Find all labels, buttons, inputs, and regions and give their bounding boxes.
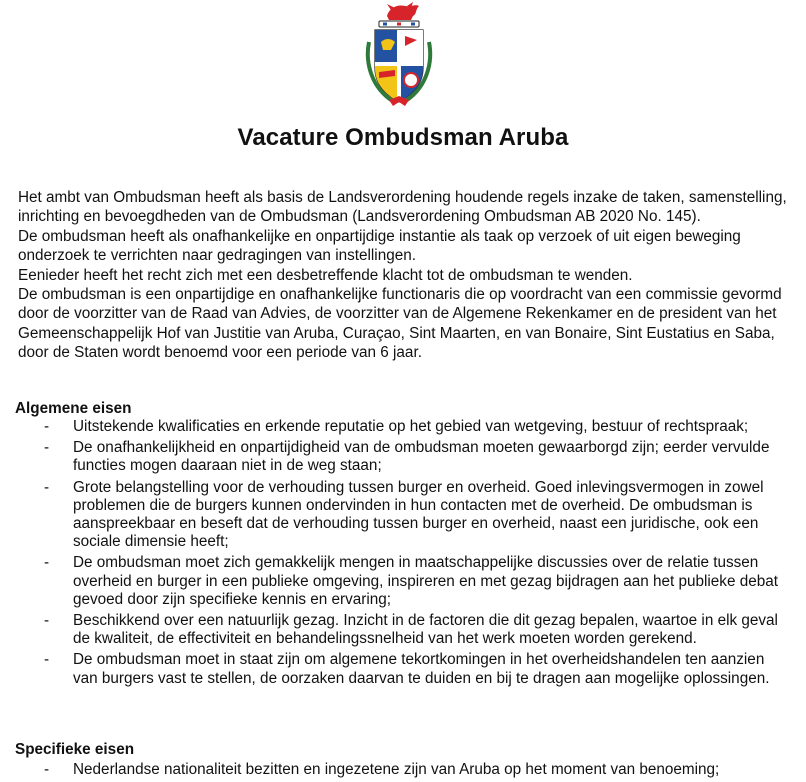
- bullet-dash: -: [44, 761, 50, 778]
- list-item: [0, 612, 806, 648]
- specific-requirements-heading: Specifieke eisen: [15, 741, 135, 758]
- list-item-text: Nederlandse nationaliteit bezitten en ingezetene zijn van Aruba op het moment van benoeming;: [73, 761, 720, 778]
- page-title: Vacature Ombudsman Aruba: [237, 124, 569, 151]
- intro-paragraph: De ombudsman is een onpartijdige en onafhankelijke functionaris die op voordracht van een commissie gevormd door de voorzitter van de Raad van Advies, de voorzitter van de Algemene Rekenkamer en de president van het Gemeenschappelijk Hof van Justitie van Aruba, Curaçao, Sint Maarten, en van Bonaire, Sint Eustatius en Saba, door de Staten wordt benoemd voor een periode van 6 jaar.: [18, 286, 782, 362]
- list-item: [0, 418, 806, 436]
- bullet-dash: -: [44, 478, 50, 496]
- list-item-text: Grote belangstelling voor de verhouding tussen burger en overheid. Goed inlevingsvermogen in zowel problemen die de burgers kunnen ondervinden in hun contacten met de overheid. De ombudsman is aanspreekbaar en beseft dat de verhouding tussen burger en overheid, naast een juridische, ook een sociale dimensie heeft;: [73, 478, 764, 551]
- intro-paragraph: Het ambt van Ombudsman heeft als basis de Landsverordening houdende regels inzake de taken, samenstelling, inrichting en bevoegdheden van de Ombudsman (Landsverordening Ombudsman AB 2020 No. 145).: [18, 189, 787, 226]
- bullet-dash: -: [44, 418, 50, 435]
- list-item: [0, 479, 806, 552]
- bullet-dash: -: [44, 554, 50, 572]
- bullet-dash: -: [44, 439, 50, 457]
- bullet-dash: -: [44, 612, 50, 630]
- general-requirements-heading: Algemene eisen: [15, 400, 132, 417]
- list-item-text: De ombudsman moet in staat zijn om algemene tekortkomingen in het overheidshandelen ten aanzien van burgers vast te stellen, de oorzaken daarvan te duiden en bij te dragen aan mogelijke oplossingen.: [73, 651, 770, 687]
- coat-of-arms-emblem: [361, 2, 437, 110]
- intro-paragraph: De ombudsman heeft als onafhankelijke en onpartijdige instantie als taak op verzoek of uit eigen beweging onderzoek te verrichten naar gedragingen van instellingen.: [18, 227, 741, 265]
- list-item: [0, 761, 806, 779]
- general-requirements-list: [0, 418, 806, 691]
- bullet-dash: -: [44, 651, 50, 669]
- list-item: [0, 439, 806, 475]
- intro-paragraph: Eenieder heeft het recht zich met een desbetreffende klacht tot de ombudsman te wenden.: [18, 266, 633, 284]
- list-item-text: Beschikkend over een natuurlijk gezag. Inzicht in de factoren die dit gezag bepalen, waartoe in elk geval de kwaliteit, de effectiviteit en behandelingssnelheid van het werk moeten worden gerekend.: [73, 612, 778, 648]
- specific-requirements-list: [0, 761, 806, 782]
- list-item: [0, 651, 806, 687]
- list-item-text: Uitstekende kwalificaties en erkende reputatie op het gebied van wetgeving, bestuur of rechtspraak;: [73, 418, 749, 435]
- list-item: [0, 554, 806, 609]
- intro-section: [18, 188, 802, 363]
- list-item-text: De onafhankelijkheid en onpartijdigheid van de ombudsman moeten gewaarborgd zijn; eerder vervulde functies mogen daaraan niet in de weg staan;: [73, 439, 770, 475]
- list-item-text: De ombudsman moet zich gemakkelijk mengen in maatschappelijke discussies over de relatie tussen overheid en burger in een publieke omgeving, inspireren en met gezag bijdragen aan het publieke debat gevoed door zijn specifieke kennis en ervaring;: [73, 554, 778, 608]
